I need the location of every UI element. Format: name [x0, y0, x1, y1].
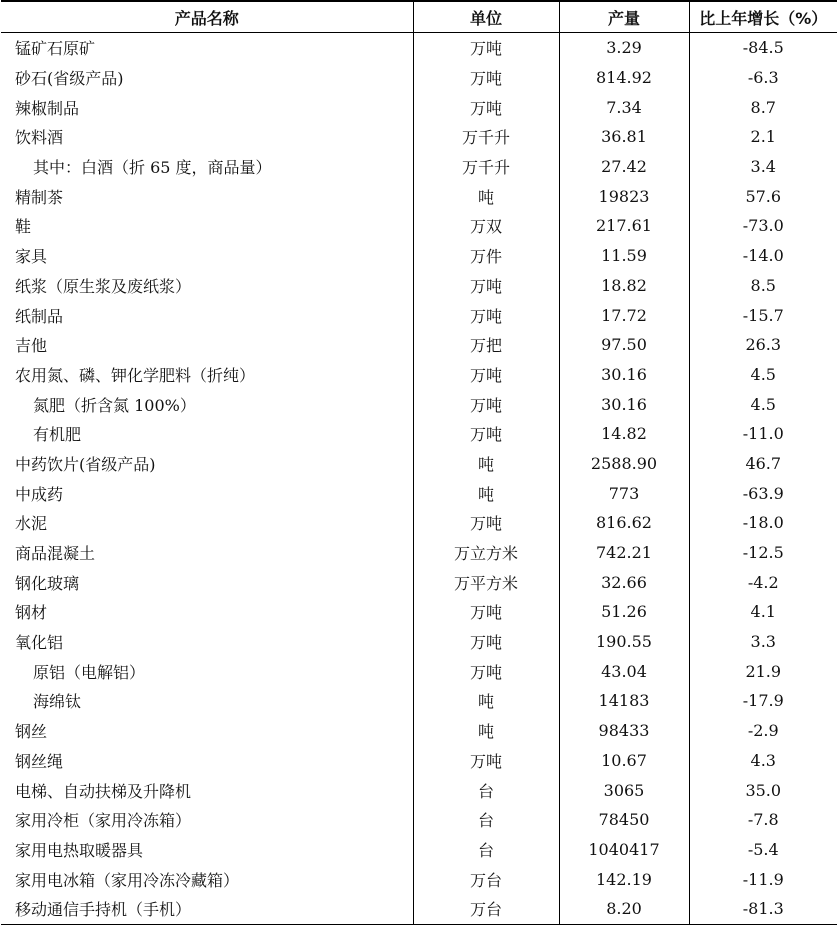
unit-cell: 台 — [413, 835, 559, 865]
growth-cell: 4.1 — [689, 597, 837, 627]
unit-cell: 万平方米 — [413, 567, 559, 597]
header-product-name: 产品名称 — [1, 1, 413, 33]
output-cell: 3065 — [559, 775, 689, 805]
unit-cell: 万立方米 — [413, 538, 559, 568]
unit-cell: 万吨 — [413, 92, 559, 122]
product-name-cell: 中成药 — [15, 484, 64, 504]
growth-cell: 3.4 — [689, 152, 837, 182]
unit-cell: 万吨 — [413, 597, 559, 627]
table-row — [1, 864, 837, 894]
growth-cell: -2.9 — [689, 716, 837, 746]
header-unit: 单位 — [413, 1, 559, 33]
table-row — [1, 656, 837, 686]
growth-cell: 4.5 — [689, 360, 837, 390]
header-output: 产量 — [559, 1, 689, 33]
table-row — [1, 419, 837, 449]
output-cell: 19823 — [559, 181, 689, 211]
table-row — [1, 300, 837, 330]
product-output-table — [1, 0, 837, 925]
product-name-cell: 吉他 — [15, 336, 48, 356]
output-cell: 98433 — [559, 716, 689, 746]
unit-cell: 万吨 — [413, 656, 559, 686]
growth-cell: -15.7 — [689, 300, 837, 330]
growth-cell: -7.8 — [689, 805, 837, 835]
output-cell: 142.19 — [559, 864, 689, 894]
unit-cell: 万吨 — [413, 389, 559, 419]
output-cell: 1040417 — [559, 835, 689, 865]
growth-cell: 8.7 — [689, 92, 837, 122]
product-name-cell: 原铝（电解铝） — [33, 662, 146, 682]
table-row — [1, 538, 837, 568]
table-row — [1, 686, 837, 716]
output-cell: 97.50 — [559, 330, 689, 360]
unit-cell: 万台 — [413, 864, 559, 894]
growth-cell: -17.9 — [689, 686, 837, 716]
unit-cell: 吨 — [413, 449, 559, 479]
unit-cell: 万吨 — [413, 746, 559, 776]
product-name-cell: 辣椒制品 — [15, 98, 80, 118]
output-cell: 3.29 — [559, 33, 689, 63]
table-row — [1, 33, 837, 63]
table-row — [1, 449, 837, 479]
table-row — [1, 627, 837, 657]
table-row — [1, 63, 837, 93]
output-cell: 36.81 — [559, 122, 689, 152]
output-cell: 773 — [559, 478, 689, 508]
output-cell: 7.34 — [559, 92, 689, 122]
table-row — [1, 211, 837, 241]
growth-cell: -5.4 — [689, 835, 837, 865]
product-name-cell: 海绵钛 — [33, 692, 82, 712]
table-body — [1, 33, 837, 925]
growth-cell: -4.2 — [689, 567, 837, 597]
table-row — [1, 241, 837, 271]
output-cell: 217.61 — [559, 211, 689, 241]
product-name-cell: 钢材 — [15, 603, 48, 623]
table-row — [1, 894, 837, 924]
growth-cell: 4.3 — [689, 746, 837, 776]
product-name-cell: 农用氮、磷、钾化学肥料（折纯） — [15, 365, 256, 385]
growth-cell: 35.0 — [689, 775, 837, 805]
unit-cell: 万吨 — [413, 508, 559, 538]
table-row — [1, 775, 837, 805]
unit-cell: 万吨 — [413, 300, 559, 330]
output-cell: 17.72 — [559, 300, 689, 330]
table-row — [1, 508, 837, 538]
unit-cell: 万吨 — [413, 63, 559, 93]
unit-cell: 吨 — [413, 181, 559, 211]
product-name-cell: 精制茶 — [15, 187, 64, 207]
product-name-cell: 饮料酒 — [15, 128, 64, 148]
growth-cell: 2.1 — [689, 122, 837, 152]
product-name-cell: 鞋 — [15, 217, 32, 237]
output-cell: 14.82 — [559, 419, 689, 449]
growth-cell: -6.3 — [689, 63, 837, 93]
table-row — [1, 330, 837, 360]
output-cell: 816.62 — [559, 508, 689, 538]
unit-cell: 万件 — [413, 241, 559, 271]
growth-cell: -63.9 — [689, 478, 837, 508]
growth-cell: 3.3 — [689, 627, 837, 657]
growth-cell: 8.5 — [689, 271, 837, 301]
unit-cell: 万台 — [413, 894, 559, 924]
growth-cell: -12.5 — [689, 538, 837, 568]
unit-cell: 万吨 — [413, 419, 559, 449]
table-row — [1, 92, 837, 122]
unit-cell: 吨 — [413, 716, 559, 746]
output-cell: 30.16 — [559, 360, 689, 390]
output-cell: 814.92 — [559, 63, 689, 93]
product-name-cell: 家用电热取暖器具 — [15, 840, 144, 860]
product-name-cell: 纸浆（原生浆及废纸浆） — [15, 276, 192, 296]
output-cell: 43.04 — [559, 656, 689, 686]
unit-cell: 万千升 — [413, 152, 559, 182]
table-header-row — [1, 1, 837, 33]
table-row — [1, 389, 837, 419]
growth-cell: -11.9 — [689, 864, 837, 894]
product-name-cell: 砂石(省级产品) — [15, 69, 124, 89]
table-row — [1, 567, 837, 597]
product-name-cell: 电梯、自动扶梯及升降机 — [15, 781, 192, 801]
unit-cell: 万吨 — [413, 627, 559, 657]
output-cell: 10.67 — [559, 746, 689, 776]
product-name-cell: 商品混凝土 — [15, 544, 96, 564]
product-name-cell: 家用冷柜（家用冷冻箱） — [15, 811, 192, 831]
table-row — [1, 360, 837, 390]
growth-cell: -84.5 — [689, 33, 837, 63]
output-cell: 742.21 — [559, 538, 689, 568]
table-row — [1, 478, 837, 508]
output-cell: 30.16 — [559, 389, 689, 419]
header-growth: 比上年增长（%） — [689, 1, 837, 33]
output-cell: 2588.90 — [559, 449, 689, 479]
product-name-cell: 纸制品 — [15, 306, 64, 326]
unit-cell: 万吨 — [413, 33, 559, 63]
output-cell: 18.82 — [559, 271, 689, 301]
table-row — [1, 122, 837, 152]
table-row — [1, 271, 837, 301]
unit-cell: 万把 — [413, 330, 559, 360]
product-name-cell: 氮肥（折含氮 100%） — [33, 395, 196, 415]
output-cell: 8.20 — [559, 894, 689, 924]
output-cell: 14183 — [559, 686, 689, 716]
growth-cell: -18.0 — [689, 508, 837, 538]
output-cell: 51.26 — [559, 597, 689, 627]
output-cell: 27.42 — [559, 152, 689, 182]
product-name-cell: 其中：白酒（折 65 度，商品量） — [33, 158, 272, 178]
unit-cell: 万吨 — [413, 271, 559, 301]
product-name-cell: 移动通信手持机（手机） — [1, 894, 413, 924]
product-name-cell: 钢化玻璃 — [15, 573, 80, 593]
unit-cell: 万吨 — [413, 360, 559, 390]
output-cell: 11.59 — [559, 241, 689, 271]
product-name-cell: 水泥 — [15, 514, 48, 534]
table-row — [1, 805, 837, 835]
table-row — [1, 597, 837, 627]
table-row — [1, 835, 837, 865]
table-row — [1, 152, 837, 182]
output-cell: 78450 — [559, 805, 689, 835]
growth-cell: -11.0 — [689, 419, 837, 449]
unit-cell: 吨 — [413, 478, 559, 508]
unit-cell: 万千升 — [413, 122, 559, 152]
unit-cell: 台 — [413, 805, 559, 835]
unit-cell: 万双 — [413, 211, 559, 241]
growth-cell: -14.0 — [689, 241, 837, 271]
table-row — [1, 746, 837, 776]
table-row — [1, 716, 837, 746]
output-cell: 32.66 — [559, 567, 689, 597]
growth-cell: 46.7 — [689, 449, 837, 479]
output-cell: 190.55 — [559, 627, 689, 657]
growth-cell: 21.9 — [689, 656, 837, 686]
growth-cell: -73.0 — [689, 211, 837, 241]
product-name-cell: 钢丝 — [15, 722, 48, 742]
product-name-cell: 氧化铝 — [15, 633, 64, 653]
product-name-cell: 钢丝绳 — [15, 751, 64, 771]
product-name-cell: 锰矿石原矿 — [15, 39, 96, 59]
growth-cell: 26.3 — [689, 330, 837, 360]
product-name-cell: 家用电冰箱（家用冷冻冷藏箱） — [15, 870, 240, 890]
growth-cell: 4.5 — [689, 389, 837, 419]
product-name-cell: 有机肥 — [33, 425, 82, 445]
table-row — [1, 181, 837, 211]
unit-cell: 台 — [413, 775, 559, 805]
unit-cell: 吨 — [413, 686, 559, 716]
product-name-cell: 家具 — [15, 247, 48, 267]
growth-cell: -81.3 — [689, 894, 837, 924]
product-name-cell: 中药饮片(省级产品) — [15, 454, 156, 474]
growth-cell: 57.6 — [689, 181, 837, 211]
